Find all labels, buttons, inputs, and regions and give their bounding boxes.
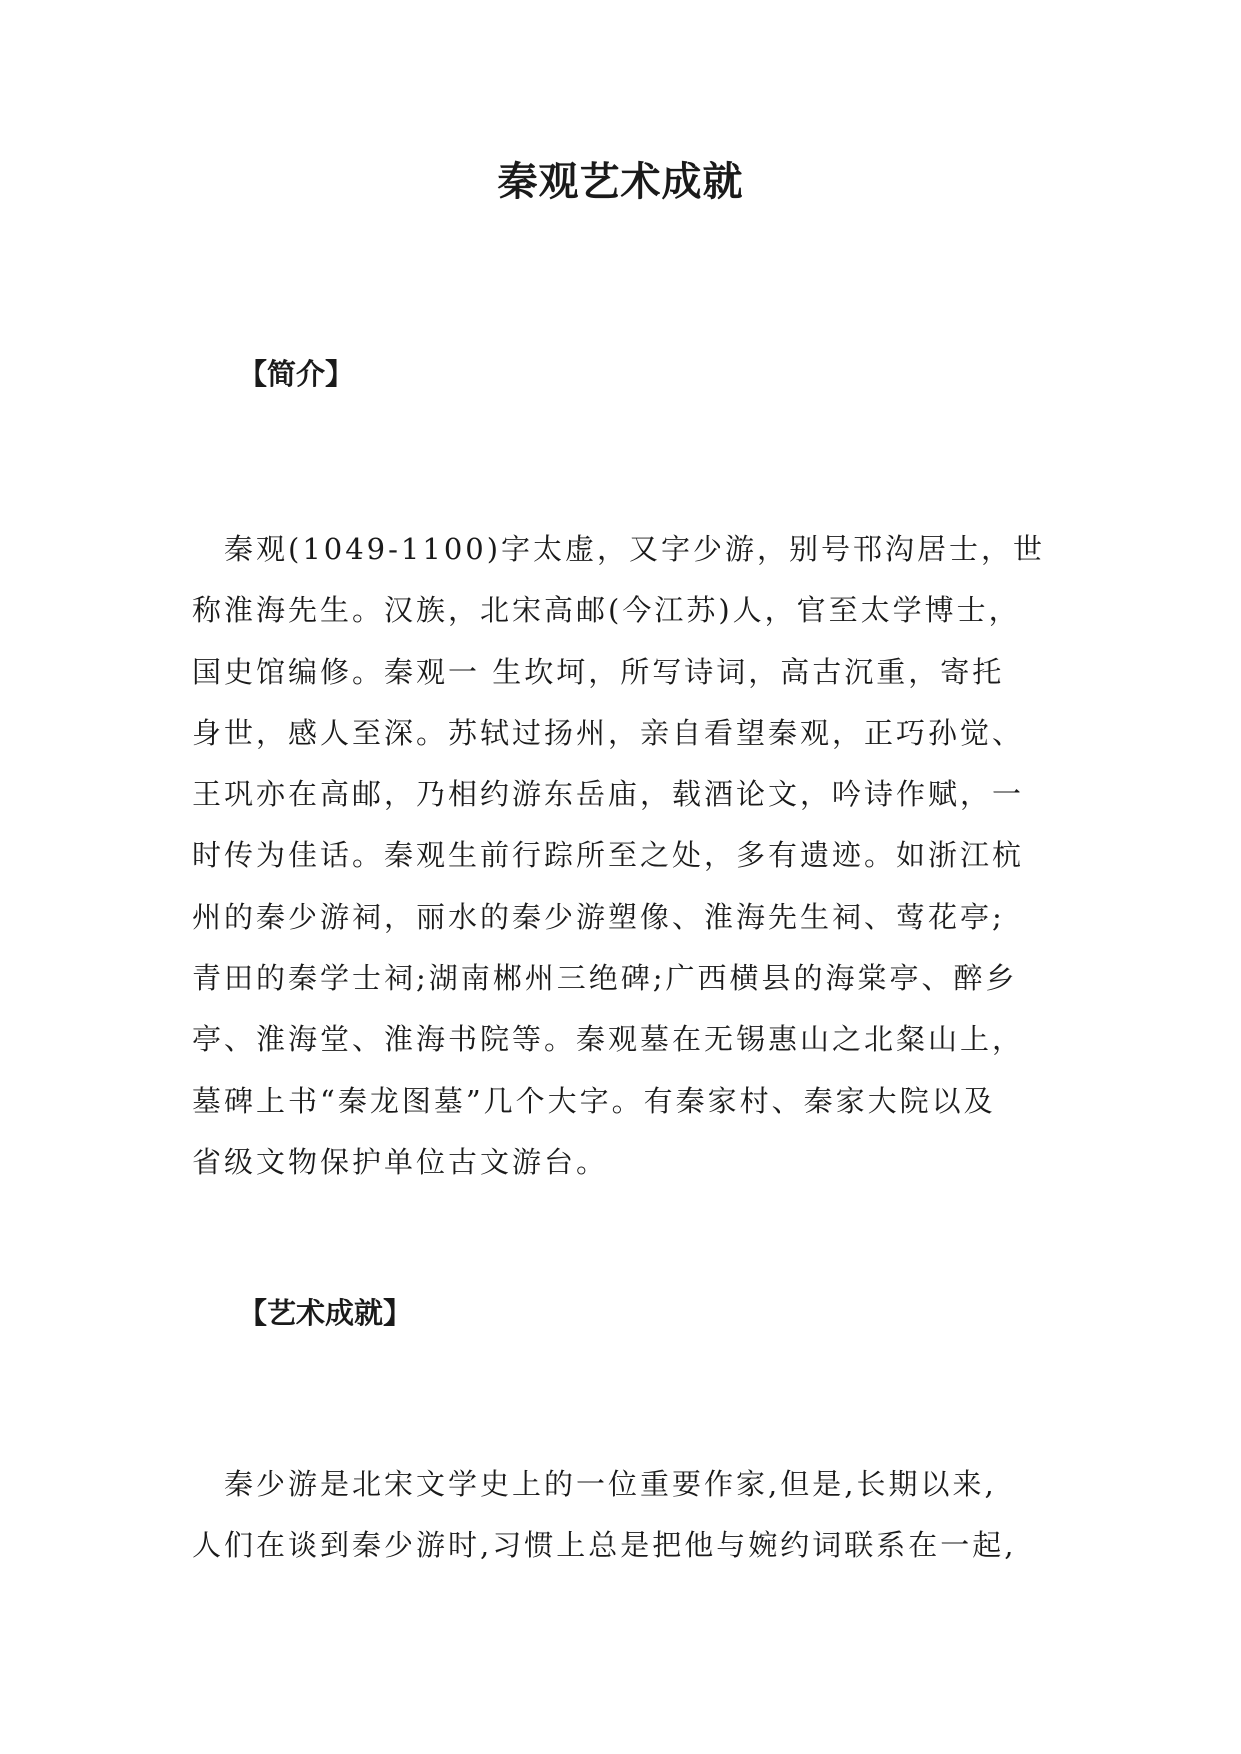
paragraph-line: 人们在谈到秦少游时,习惯上总是把他与婉约词联系在一起, <box>192 1528 1017 1563</box>
paragraph-line: 州的秦少游祠，丽水的秦少游塑像、淮海先生祠、莺花亭; <box>192 899 1005 934</box>
paragraph-line: 身世，感人至深。苏轼过扬州，亲自看望秦观，正巧孙觉、 <box>192 715 1025 750</box>
section-heading-intro: 【简介】 <box>238 357 355 391</box>
paragraph-line: 墓碑上书“秦龙图墓”几个大字。有秦家村、秦家大院以及 <box>192 1083 996 1118</box>
art-achievement-paragraph <box>192 1454 1052 1577</box>
paragraph-line: 秦少游是北宋文学史上的一位重要作家,但是,长期以来, <box>192 1467 997 1501</box>
paragraph-line: 省级文物保护单位古文游台。 <box>192 1144 609 1179</box>
section-heading-art-achievement: 【艺术成就】 <box>238 1296 413 1330</box>
intro-paragraph <box>192 519 1052 1193</box>
paragraph-line: 青田的秦学士祠;湖南郴州三绝碑;广西横县的海棠亭、醉乡 <box>192 961 1018 996</box>
paragraph-line: 王巩亦在高邮，乃相约游东岳庙，载酒论文，吟诗作赋，一 <box>192 777 1025 812</box>
paragraph-line: 秦观(1049-1100)字太虚，又字少游，别号邗沟居士，世 <box>192 532 1046 566</box>
paragraph-line: 称淮海先生。汉族，北宋高邮(今江苏)人，官至太学博士， <box>192 593 1021 628</box>
paragraph-line: 亭、淮海堂、淮海书院等。秦观墓在无锡惠山之北粲山上， <box>192 1022 1025 1057</box>
page-title: 秦观艺术成就 <box>497 159 744 205</box>
paragraph-line: 国史馆编修。秦观一 生坎坷，所写诗词，高古沉重，寄托 <box>192 654 1005 689</box>
paragraph-line: 时传为佳话。秦观生前行踪所至之处，多有遗迹。如浙江杭 <box>192 838 1025 873</box>
